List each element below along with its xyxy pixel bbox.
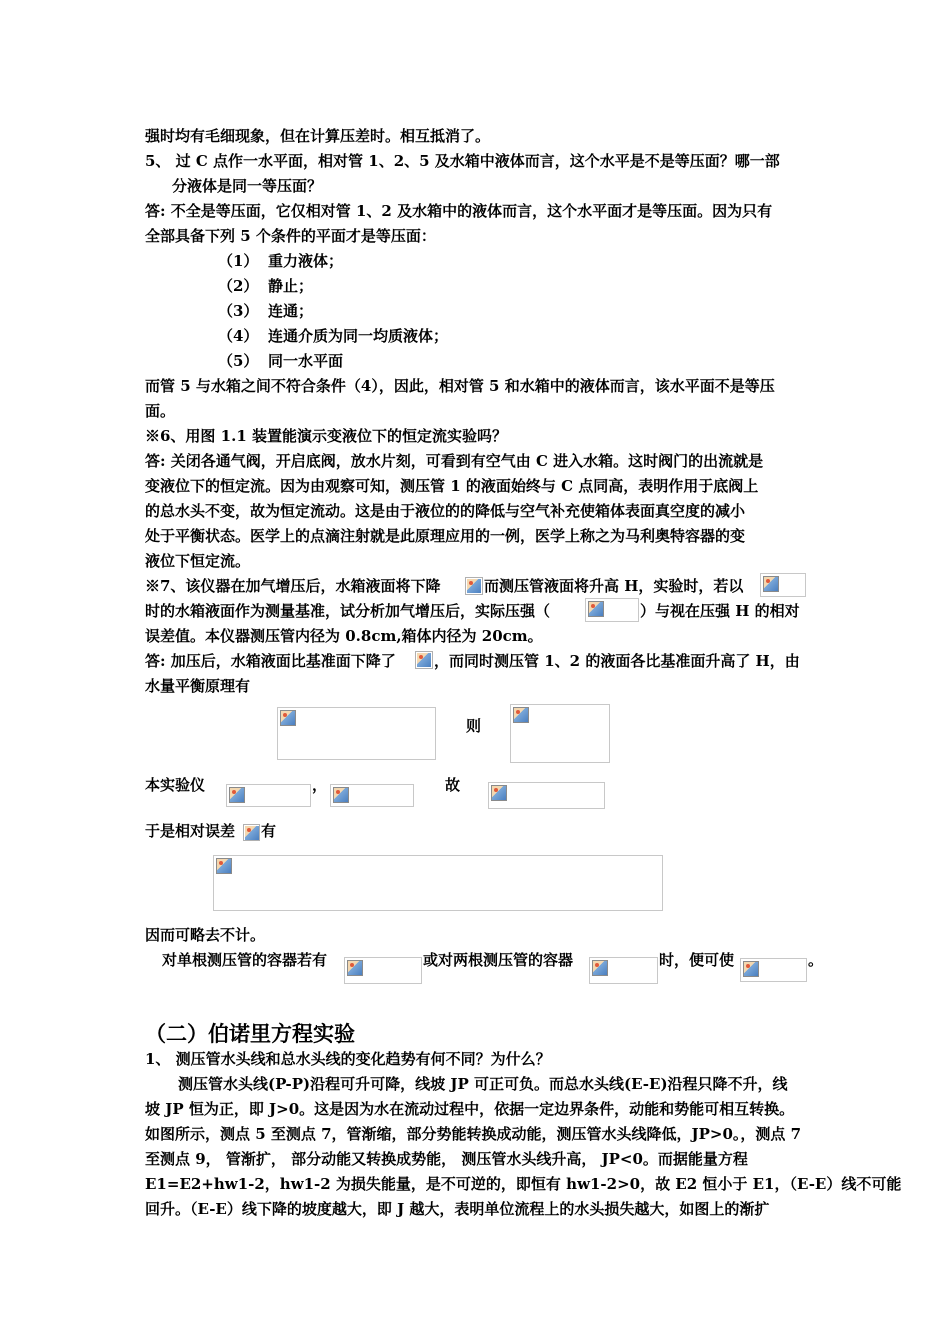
question-7-part: 而测压管液面将升高 H，实验时，若以: [484, 577, 744, 595]
text-line: 的总水头不变，故为恒定流动。这是由于液位的的降低与空气补充使箱体表面真空度的减小: [145, 502, 746, 520]
image-icon: [592, 960, 608, 976]
text-relative-error: 于是相对误差: [145, 822, 236, 840]
equation-image-placeholder: [510, 704, 610, 763]
condition-num: （2）: [218, 277, 259, 295]
condition-num: （1）: [218, 252, 259, 270]
question-5-cont: 分液体是同一等压面？: [172, 177, 323, 195]
paragraph-line: 回升。（E-E）线下降的坡度越大，即 J 越大，表明单位流程上的水头损失越大，如图上的渐扩: [145, 1200, 770, 1218]
text-line: 变液位下的恒定流。因为由观察可知，测压管 1 的液面始终与 C 点同高，表明作用于底阀上: [145, 477, 759, 495]
condition-text: 连通介质为同一均质液体；: [268, 327, 449, 345]
condition-num: （3）: [218, 302, 259, 320]
text-line: 面。: [145, 402, 176, 420]
answer-5-cont: 全部具备下列 5 个条件的平面才是等压面：: [145, 227, 436, 245]
section-heading: （二）伯诺里方程实验: [145, 1022, 355, 1046]
text-line: 时，便可使: [659, 951, 735, 969]
equation-image-placeholder: [330, 784, 414, 807]
question-7-cont: 时的水箱液面作为测量基准，试分析加气增压后，实际压强（: [145, 602, 551, 620]
condition-num: （4）: [218, 327, 259, 345]
paragraph-line: E1=E2+hw1-2，hw1-2 为损失能量，是不可逆的，即恒有 hw1-2>0，故 E2 恒小于 E1，（E-E）线不可能: [145, 1175, 902, 1193]
text-line: 液位下恒定流。: [145, 552, 251, 570]
text-period: 。: [808, 951, 824, 969]
text-line: 而管 5 与水箱之间不符合条件（4），因此，相对管 5 和水箱中的液体而言，该水平面不是等压: [145, 377, 775, 395]
answer-6: 答: 关闭各通气阀，开启底阀，放水片刻，可看到有空气由 C 进入水箱。这时阀门的出流就是: [145, 452, 764, 470]
text-has: 有: [261, 822, 277, 840]
equation-image-placeholder: [226, 784, 311, 807]
formula-image-placeholder: [585, 598, 639, 622]
text-negligible: 因而可略去不计。: [145, 926, 266, 944]
text-then: 则: [466, 717, 482, 735]
paragraph-line: 如图所示，测点 5 至测点 7，管渐缩，部分势能转换成动能，测压管水头线降低，JP>0。，测点 7: [145, 1125, 802, 1143]
equation-image-placeholder: [277, 707, 436, 760]
image-icon: [513, 707, 529, 723]
text-line: 或对两根测压管的容器: [423, 951, 574, 969]
text-line: 处于平衡状态。医学上的点滴注射就是此原理应用的一例，医学上称之为马利奥特容器的变: [145, 527, 746, 545]
paragraph-line: 测压管水头线(P-P)沿程可升可降，线坡 JP 可正可负。而总水头线(E-E)沿程只降不升，线: [178, 1075, 788, 1093]
image-icon: [333, 787, 349, 803]
text-therefore: 故: [445, 776, 461, 794]
answer-7-part: ，而同时测压管 1、2 的液面各比基准面升高了 H，由: [434, 652, 800, 670]
equation-image-placeholder: [213, 855, 663, 911]
equation-image-placeholder: [740, 958, 807, 982]
text-line: 强时均有毛细现象，但在计算压差时。相互抵消了。: [145, 127, 491, 145]
question-1: 1、 测压管水头线和总水头线的变化趋势有何不同？为什么？: [145, 1050, 551, 1068]
question-7: ※7、该仪器在加气增压后，水箱液面将下降: [145, 577, 441, 595]
image-icon: [588, 601, 604, 617]
condition-text: 连通；: [268, 302, 314, 320]
condition-text: 静止；: [268, 277, 314, 295]
question-7-cont: 误差值。本仪器测压管内径为 0.8cm,箱体内径为 20cm。: [145, 627, 543, 645]
equation-image-placeholder: [344, 957, 422, 984]
formula-image-icon: [415, 651, 433, 669]
text-line: 对单根测压管的容器若有: [162, 951, 328, 969]
text-line: 水量平衡原理有: [145, 677, 251, 695]
answer-7: 答: 加压后，水箱液面比基准面下降了: [145, 652, 396, 670]
image-icon: [347, 960, 363, 976]
condition-text: 同一水平面: [268, 352, 344, 370]
formula-image-placeholder: [760, 573, 806, 597]
condition-num: （5）: [218, 352, 259, 370]
equation-image-placeholder: [488, 782, 605, 809]
question-6: ※6、用图 1.1 装置能演示变液位下的恒定流实验吗？: [145, 427, 507, 445]
paragraph-line: 坡 JP 恒为正，即 J>0。这是因为水在流动过程中，依据一定边界条件，动能和势能可相互转换。: [145, 1100, 795, 1118]
image-icon: [216, 858, 232, 874]
text-comma: ，: [312, 776, 328, 794]
paragraph-line: 至测点 9， 管渐扩， 部分动能又转换成势能， 测压管水头线升高， JP<0。而据能量方程: [145, 1150, 748, 1168]
image-icon: [491, 785, 507, 801]
answer-5: 答: 不全是等压面，它仅相对管 1、2 及水箱中的液体而言，这个水平面才是等压面。因为只有: [145, 202, 773, 220]
text-instrument: 本实验仪: [145, 776, 206, 794]
question-7-part: ）与视在压强 H 的相对: [640, 602, 800, 620]
condition-text: 重力液体；: [268, 252, 344, 270]
image-icon: [280, 710, 296, 726]
formula-image-icon: [465, 577, 483, 595]
image-icon: [763, 576, 779, 592]
formula-image-icon: [243, 824, 260, 841]
equation-image-placeholder: [589, 957, 658, 984]
question-5: 5、 过 C 点作一水平面，相对管 1、2、5 及水箱中液体而言，这个水平是不是等压面？哪一部: [145, 152, 780, 170]
image-icon: [743, 961, 759, 977]
image-icon: [229, 787, 245, 803]
